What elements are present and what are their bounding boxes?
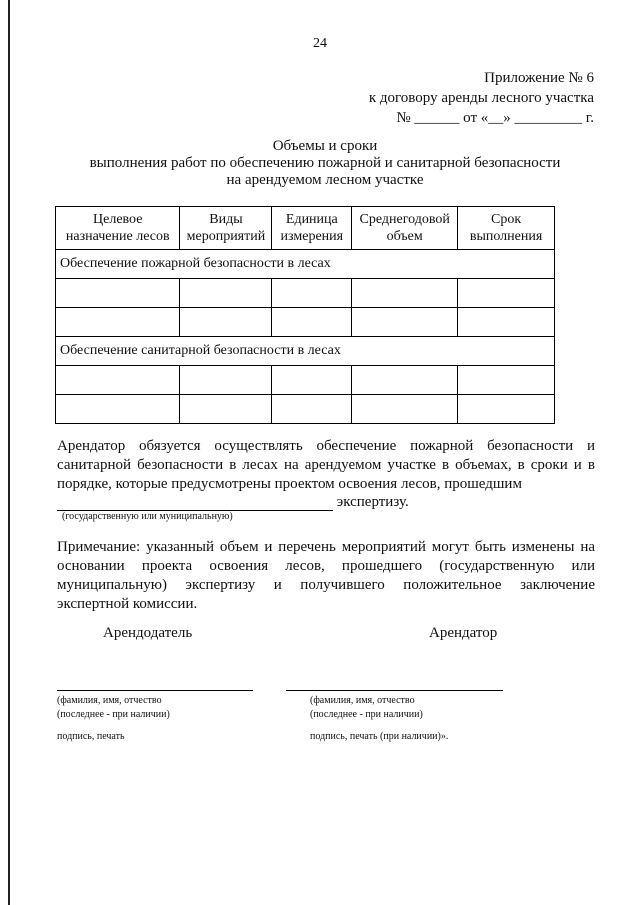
- table-cell: [458, 308, 555, 337]
- table-row: [56, 308, 555, 337]
- table-row: [56, 395, 555, 424]
- page-number: 24: [313, 36, 327, 51]
- table-header-row: [56, 207, 555, 250]
- lessee-label: Арендатор: [429, 625, 498, 641]
- page-edge: [8, 0, 10, 905]
- table-row: [56, 366, 555, 395]
- table-cell: [458, 279, 555, 308]
- expertise-line: [57, 494, 595, 511]
- obligation-paragraph: Арендатор обязуется осуществлять обеспечение пожарной безопасности и санитарной безопасности в лесах на арендуемом участке в объемах, в сроки и в порядке, которые предусмотрены проектом освоения лесов, прошедшим: [57, 438, 595, 492]
- lessee-fio-caption: (фамилия, имя, отчество (последнее - при наличии): [310, 695, 423, 720]
- lessor-label: Арендодатель: [103, 625, 193, 641]
- header-unit: Единица измерения: [272, 207, 352, 250]
- lessee-sign-caption: подпись, печать (при наличии)».: [310, 731, 449, 742]
- expertise-blank: [57, 496, 333, 511]
- title-line-3: на арендуемом лесном участке: [226, 172, 424, 188]
- expertise-word: экспертизу.: [336, 494, 409, 510]
- table-row: [56, 279, 555, 308]
- table-cell: [180, 279, 272, 308]
- table-cell: [56, 366, 180, 395]
- title-line-2: выполнения работ по обеспечению пожарной и санитарной безопасности: [89, 155, 561, 171]
- works-table: [55, 206, 555, 424]
- document-title: [0, 138, 640, 189]
- table-section-sanitary: [56, 337, 555, 366]
- note-paragraph: Примечание: указанный объем и перечень мероприятий могут быть изменены на основании проекта освоения лесов, прошедшего (государственную или муниципальную) экспертизу и получившего положительное заключение экспертной комиссии.: [57, 539, 595, 612]
- table-cell: [458, 395, 555, 424]
- section-sanitary-safety: Обеспечение санитарной безопасности в лесах: [56, 337, 555, 366]
- appendix-line-3: № ______ от «__» _________ г.: [396, 110, 594, 126]
- table-cell: [180, 366, 272, 395]
- table-cell: [56, 279, 180, 308]
- section-fire-safety: Обеспечение пожарной безопасности в лесах: [56, 250, 555, 279]
- table-section-fire: [56, 250, 555, 279]
- table-cell: [272, 366, 352, 395]
- appendix-header: [369, 68, 594, 128]
- header-deadline: Срок выполнения: [458, 207, 555, 250]
- table-cell: [272, 279, 352, 308]
- lessor-fio-caption: (фамилия, имя, отчество (последнее - при наличии): [57, 695, 170, 720]
- table-cell: [352, 366, 458, 395]
- header-annual-volume: Среднегодовой объем: [352, 207, 458, 250]
- appendix-line-1: Приложение № 6: [484, 70, 594, 86]
- table-cell: [56, 308, 180, 337]
- table-cell: [180, 308, 272, 337]
- header-purpose: Целевое назначение лесов: [56, 207, 180, 250]
- lessor-sign-caption: подпись, печать: [57, 731, 125, 742]
- gov-note: (государственную или муниципальную): [62, 511, 233, 522]
- appendix-line-2: к договору аренды лесного участка: [368, 90, 594, 106]
- table-cell: [272, 308, 352, 337]
- header-activity-types: Виды мероприятий: [180, 207, 272, 250]
- table-cell: [352, 279, 458, 308]
- title-line-1: Объемы и сроки: [272, 138, 378, 154]
- lessor-signature-line: [57, 690, 253, 691]
- lessee-signature-line: [286, 690, 503, 691]
- table-cell: [272, 395, 352, 424]
- table-cell: [352, 395, 458, 424]
- table-cell: [352, 308, 458, 337]
- table-cell: [56, 395, 180, 424]
- table-cell: [458, 366, 555, 395]
- table-cell: [180, 395, 272, 424]
